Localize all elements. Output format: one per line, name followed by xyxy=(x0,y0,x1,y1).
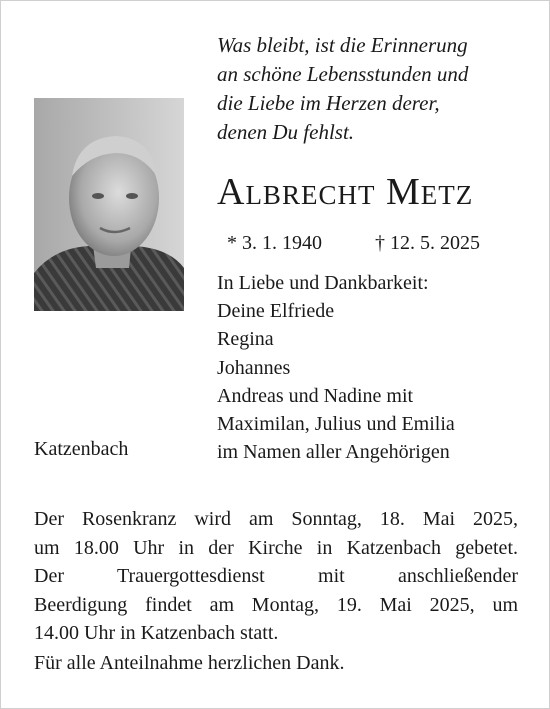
death-date: † 12. 5. 2025 xyxy=(375,232,480,254)
service-line: 14.00 Uhr in Katzenbach statt. xyxy=(34,622,279,644)
family-line: Maximilan, Julius und Emilia xyxy=(217,413,455,436)
family-line: Deine Elfriede xyxy=(217,300,335,323)
quote-line: Was bleibt, ist die Erinnerung xyxy=(217,33,468,57)
portrait-image xyxy=(34,98,184,311)
quote-line: an schöne Lebensstunden und xyxy=(217,62,469,86)
quote-line: denen Du fehlst. xyxy=(217,120,355,144)
family-line: im Namen aller Angehörigen xyxy=(217,441,450,464)
family-line: Johannes xyxy=(217,356,291,379)
family-list xyxy=(217,269,537,466)
deceased-name: Albrecht Metz xyxy=(217,171,474,213)
service-line: Der Rosenkranz wird am Sonntag, 18. Mai 2025, xyxy=(34,508,518,530)
family-line: Regina xyxy=(217,328,274,351)
birth-date: * 3. 1. 1940 xyxy=(227,232,322,254)
place-name: Katzenbach xyxy=(34,438,129,460)
life-dates xyxy=(227,229,537,257)
family-line: In Liebe und Dankbarkeit: xyxy=(217,272,429,294)
quote-line: die Liebe im Herzen derer, xyxy=(217,91,440,115)
service-line: um 18.00 Uhr in der Kirche in Katzenbach gebetet. xyxy=(34,536,518,559)
memorial-quote xyxy=(217,31,537,147)
service-line: Beerdigung findet am Montag, 19. Mai 2025, um xyxy=(34,593,518,616)
family-line: Andreas und Nadine mit xyxy=(217,384,414,407)
service-info xyxy=(34,505,518,648)
thanks-text: Für alle Anteilnahme herzlichen Dank. xyxy=(34,652,345,674)
portrait-photo xyxy=(34,98,184,311)
service-line: Der Trauergottesdienst mit anschließender xyxy=(34,565,518,587)
